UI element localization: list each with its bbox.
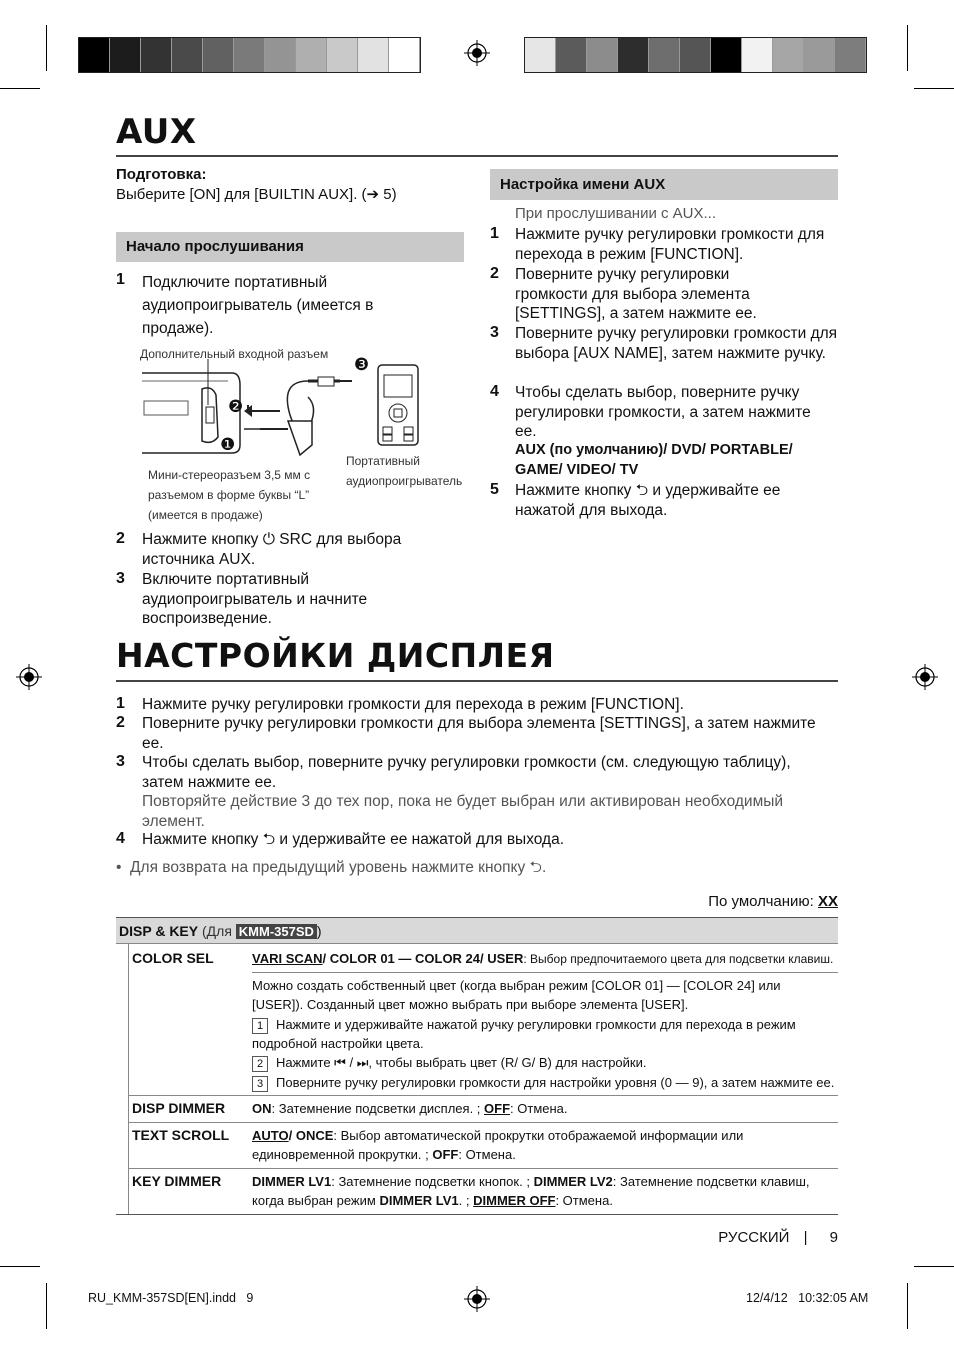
color-sel-substep [252, 1053, 838, 1072]
prep-text [116, 185, 397, 205]
color-swatch [172, 38, 203, 72]
title-rule [116, 155, 838, 157]
figure-marker-1: ❶ [220, 435, 236, 455]
step-number: 1 [116, 271, 125, 288]
color-swatch [265, 38, 296, 72]
figure-label-input: Дополнительный входной разъем [140, 347, 329, 361]
option-off-desc: : Отмена. [510, 1101, 568, 1116]
color-swatch [358, 38, 389, 72]
option-on-desc: : Затемнение подсветки дисплея. ; [271, 1101, 481, 1116]
option-vari-scan: VARI SCAN [252, 951, 323, 966]
key-dimmer-options [252, 1172, 838, 1210]
page-footer [718, 1229, 838, 1246]
setting-name-key-dimmer: KEY DIMMER [132, 1173, 222, 1189]
option-lv2-desc: : Затемнение подсветки клавиш, когда выбран режим [252, 1174, 810, 1208]
step-number: 3 [116, 753, 125, 770]
option-sep: . ; [458, 1193, 470, 1208]
row-divider [128, 1095, 838, 1096]
footer-separator: | [803, 1229, 808, 1246]
step-number: 1 [116, 695, 125, 712]
slug-file-name: RU_KMM-357SD[EN].indd 9 [88, 1291, 254, 1305]
step-text: Подключите портативный аудиопроигрыватель (имеется в продаже). [142, 274, 374, 337]
option-lv1: DIMMER LV1 [252, 1174, 332, 1189]
option-off: OFF [432, 1147, 459, 1162]
step-text: Поверните ручку регулировки громкости для выбора [AUX NAME], затем нажмите ручку. [515, 325, 838, 362]
option-desc: : Выбор предпочитаемого цвета для подсветки клавиш. [523, 952, 834, 966]
footer-page-number: 9 [829, 1229, 838, 1246]
substep-number: 2 [252, 1056, 268, 1072]
step-number: 4 [490, 383, 499, 400]
color-swatch [141, 38, 172, 72]
step-number: 4 [116, 830, 125, 847]
color-swatch [711, 38, 742, 72]
step-text: Чтобы сделать выбор, поверните ручку регулировки громкости (см. следующую таблицу), затем нажмите ее. [142, 754, 791, 791]
figure-label-plug: Мини-стереоразъем 3,5 мм с разъемом в форме буквы “L” (имеется в продаже) [148, 468, 311, 522]
option-once: / ONCE [288, 1128, 334, 1143]
option-colors: / COLOR 01 — COLOR 24/ USER [322, 951, 524, 966]
option-lv1-desc: : Затемнение подсветки кнопок. ; [331, 1174, 530, 1189]
color-sel-options [252, 949, 838, 969]
option-on: ON [252, 1101, 272, 1116]
option-auto: AUTO [252, 1128, 289, 1143]
color-swatch [804, 38, 835, 72]
row-divider [128, 1168, 838, 1169]
bullet-note-text: Для возврата на предыдущий уровень нажмите кнопку ⮌. [130, 859, 547, 876]
section-header-aux-name: Настройка имени AUX [490, 169, 838, 200]
row-divider [128, 1122, 838, 1123]
step-text: Нажмите кнопку ⏻ SRC для выбора источника AUX. [142, 531, 402, 568]
color-swatch [773, 38, 804, 72]
step-number: 3 [116, 570, 125, 587]
color-swatch [649, 38, 680, 72]
group-for: (Для [202, 923, 232, 939]
color-swatch [79, 38, 110, 72]
registration-mark-icon [464, 1286, 490, 1312]
color-swatch [618, 38, 649, 72]
step-text: Поверните ручку регулировки громкости для выбора элемента [SETTINGS], а затем нажмите ее. [515, 266, 757, 322]
aux-name-intro: При прослушивании с AUX... [515, 205, 717, 222]
connection-figure [140, 345, 470, 525]
step-text: Чтобы сделать выбор, поверните ручку регулировки громкости, а затем нажмите ее. [515, 384, 811, 440]
repeat-note: Повторяйте действие 3 до тех пор, пока не будет выбран или активирован необходимый элемент. [142, 793, 784, 830]
group-label: DISP & KEY [119, 923, 199, 939]
color-calibration-strip-left [78, 37, 421, 73]
step-number: 2 [116, 714, 125, 731]
step-number: 5 [490, 481, 499, 498]
step-text: Включите портативный аудиопроигрыватель и начните воспроизведение. [142, 571, 368, 627]
registration-mark-icon [912, 664, 938, 690]
prep-label: Подготовка: [116, 166, 207, 183]
option-off-desc: : Отмена. [555, 1193, 613, 1208]
aux-title: AUX [116, 112, 197, 152]
color-swatch [556, 38, 587, 72]
substep-text: Поверните ручку регулировки громкости для настройки уровня (0 — 9), а затем нажмите ее. [276, 1075, 835, 1090]
default-value: XX [817, 893, 838, 910]
color-sel-substep [252, 1015, 838, 1053]
step-text: Нажмите ручку регулировки громкости для перехода в режим [FUNCTION]. [142, 696, 684, 713]
default-legend [708, 892, 838, 912]
step-text: Нажмите кнопку ⮌ и удерживайте ее нажатой для выхода. [142, 831, 565, 848]
substep-number: 1 [252, 1018, 268, 1034]
step-number: 2 [490, 265, 499, 282]
setting-name-color-sel: COLOR SEL [132, 950, 214, 966]
figure-marker-2: ❷ [228, 397, 244, 417]
bullet-icon: • [116, 859, 131, 876]
substep-text: Нажмите и удерживайте нажатой ручку регулировки громкости для перехода в режим подробной настройки цвета. [252, 1017, 796, 1051]
option-dimmer-off: DIMMER OFF [473, 1193, 556, 1208]
display-title: НАСТРОЙКИ ДИСПЛЕЯ [116, 636, 555, 675]
color-swatch [680, 38, 711, 72]
default-label: По умолчанию: [708, 893, 814, 910]
bullet-note [116, 858, 546, 878]
color-swatch [234, 38, 265, 72]
substep-text: Нажмите ⏮ / ⏭, чтобы выбрать цвет (R/ G/ B) для настройки. [276, 1055, 647, 1070]
step-text: Поверните ручку регулировки громкости для выбора элемента [SETTINGS], а затем нажмите ее. [142, 715, 816, 752]
section-header-start: Начало прослушивания [116, 232, 464, 262]
option-off: OFF [484, 1101, 511, 1116]
step-text: Нажмите ручку регулировки громкости для перехода в режим [FUNCTION]. [515, 226, 825, 263]
figure-label-player: Портативный аудиопроигрыватель [346, 454, 463, 488]
setting-name-text-scroll: TEXT SCROLL [132, 1127, 230, 1143]
step-text: Нажмите кнопку ⮌ и удерживайте ее нажатой для выхода. [515, 482, 781, 519]
option-lv1-ref: DIMMER LV1 [379, 1193, 459, 1208]
color-swatch [203, 38, 234, 72]
color-calibration-strip-right [524, 37, 867, 73]
color-swatch [296, 38, 327, 72]
text-scroll-options [252, 1126, 772, 1164]
table-left-border [128, 944, 129, 1214]
prep-text-value: Выберите [ON] для [BUILTIN AUX]. (➔ 5) [116, 186, 397, 203]
color-swatch [742, 38, 773, 72]
color-swatch [525, 38, 556, 72]
footer-language: РУССКИЙ [718, 1229, 790, 1246]
option-off-desc: : Отмена. [458, 1147, 516, 1162]
color-swatch [587, 38, 618, 72]
title-rule [116, 680, 838, 682]
settings-table [116, 917, 838, 1215]
color-sel-custom-text: Можно создать собственный цвет (когда выбран режим [COLOR 01] — [COLOR 24] или [USER]). Созданный цвет можно выбрать при выборе элемента [USER]. [252, 978, 781, 1012]
table-group-header [116, 918, 838, 944]
row-divider [252, 972, 838, 973]
registration-mark-icon [464, 40, 490, 66]
color-swatch [389, 38, 420, 72]
group-close: ) [316, 923, 322, 939]
color-sel-substep [252, 1073, 838, 1092]
color-swatch [327, 38, 358, 72]
color-swatch [835, 38, 866, 72]
option-lv2: DIMMER LV2 [533, 1174, 613, 1189]
aux-name-options: AUX (по умолчанию)/ DVD/ PORTABLE/ GAME/ VIDEO/ TV [515, 442, 793, 478]
step-number: 3 [490, 324, 499, 341]
substep-number: 3 [252, 1076, 268, 1092]
disp-dimmer-options [252, 1099, 838, 1118]
model-badge: KMM-357SD [236, 924, 317, 939]
color-swatch [110, 38, 141, 72]
setting-name-disp-dimmer: DISP DIMMER [132, 1100, 226, 1116]
step-number: 2 [116, 530, 125, 547]
figure-marker-3: ❸ [354, 355, 370, 375]
step-number: 1 [490, 225, 499, 242]
registration-mark-icon [16, 664, 42, 690]
slug-timestamp: 12/4/12 10:32:05 AM [746, 1291, 869, 1305]
option-desc: : Выбор автоматической прокрутки отображаемой информации или единовременной прокрутки. ; [252, 1128, 744, 1162]
